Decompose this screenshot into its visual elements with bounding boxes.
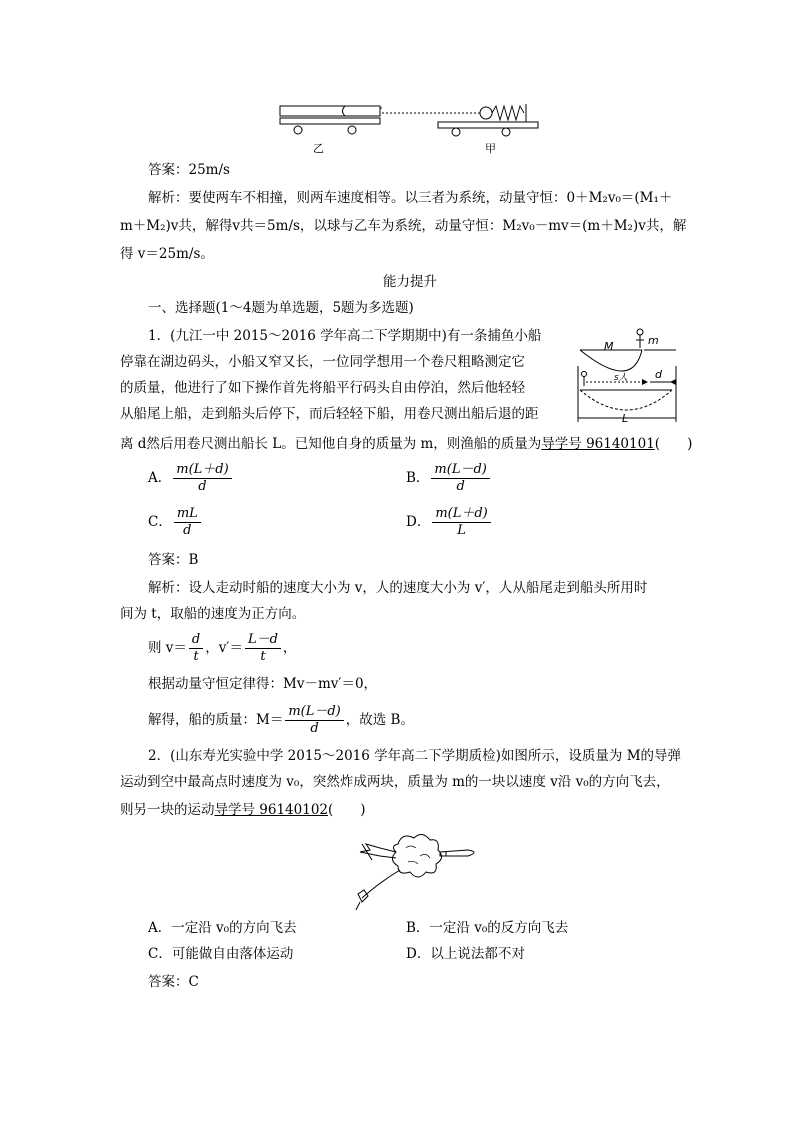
q1-line4: 从船尾上船，走到船头后停下，而后轻轻下船，用卷尺测出船后退的距 (120, 406, 539, 422)
section-heading: 一、选择题(1～4题为单选题，5题为多选题) (148, 300, 414, 316)
answer-label: 答案： (148, 162, 189, 178)
frac-den: L (457, 523, 466, 538)
q2-line3: 则另一块的运动 (120, 802, 215, 818)
q1-analysis-line2: 间为 t，取船的速度为正方向。 (120, 606, 306, 622)
q2-option-d[interactable]: D．以上说法都不对 (406, 946, 525, 962)
carts-figure (270, 96, 550, 156)
q2-guide-link[interactable]: 导学号 96140102 (214, 802, 329, 818)
option-letter: B． (406, 470, 430, 486)
q2-line3-wrap (120, 800, 366, 820)
q1-line3: 的质量，他进行了如下操作首先将船平行码头自由停泊，然后他轻轻 (120, 380, 525, 396)
frac-den: d (456, 479, 465, 494)
q1-velocity-eq (148, 632, 296, 665)
option-fraction (432, 506, 490, 539)
frac-den: t (193, 649, 199, 664)
q1-answer: 答案：B (148, 552, 199, 568)
q2-paren: ( ) (328, 802, 366, 818)
q1-line2: 停靠在湖边码头，小船又窄又长，一位同学想用一个卷尺粗略测定它 (120, 354, 525, 370)
fig-label-m: m (648, 334, 659, 347)
frac-den: t (260, 649, 266, 664)
solve-end: ，故选 B。 (345, 712, 414, 728)
q1-analysis-line1: 解析：设人走动时船的速度大小为 v，人的速度大小为 v′，人从船尾走到船头所用时 (148, 580, 648, 596)
eq-fraction-1 (189, 632, 203, 665)
frac-num: m(L－d) (285, 704, 343, 721)
q1-line5-wrap (120, 434, 692, 454)
label-jia: 甲 (485, 142, 496, 155)
solve-fraction (285, 704, 343, 737)
label-yi: 乙 (313, 142, 324, 155)
frac-num: L－d (245, 632, 281, 649)
frac-num: mL (174, 506, 201, 523)
frac-num: m(L－d) (431, 462, 489, 479)
top-answer (148, 160, 230, 180)
q2-answer: 答案：C (148, 974, 199, 990)
q1-option-a[interactable] (148, 462, 234, 495)
option-fraction (173, 462, 231, 495)
top-analysis-line3: 得 v＝25m/s。 (120, 246, 214, 262)
q2-option-a[interactable]: A．一定沿 v₀的方向飞去 (148, 920, 297, 936)
q1-solve (148, 704, 414, 737)
option-fraction (431, 462, 489, 495)
frac-num: m(L＋d) (432, 506, 490, 523)
q1-momentum: 根据动量守恒定律得：Mv－mv′＝0， (148, 676, 378, 692)
answer-value: 25m/s (188, 162, 230, 178)
q2-option-c[interactable]: C．可能做自由落体运动 (148, 946, 294, 962)
frac-den: d (183, 523, 192, 538)
missile-explosion-figure (340, 826, 490, 912)
frac-den: d (310, 721, 319, 736)
eq-fraction-2 (245, 632, 281, 665)
section-title: 能力提升 (383, 274, 437, 290)
q2-line1: 2．(山东寿光实验中学 2015～2016 学年高二下学期质检)如图所示，设质量为 M的导弹 (148, 748, 682, 764)
frac-num: d (189, 632, 203, 649)
solve-prefix: 解得，船的质量：M＝ (148, 712, 284, 728)
frac-num: m(L＋d) (173, 462, 231, 479)
q1-guide-link[interactable]: 导学号 96140101 (541, 436, 655, 452)
eq-mid: ，v′＝ (205, 640, 243, 656)
q1-paren: ( ) (654, 436, 693, 452)
q1-line5: 离 d然后用卷尺测出船长 L。已知他自身的质量为 m，则渔船的质量为 (120, 436, 542, 452)
frac-den: d (198, 479, 207, 494)
q2-option-b[interactable]: B．一定沿 v₀的反方向飞去 (406, 920, 569, 936)
top-analysis-line1: 解析：要使两车不相撞，则两车速度相等。以三者为系统，动量守恒：0＋M₂v₀＝(M₁＋ (148, 190, 673, 206)
fig-label-M: M (604, 340, 614, 353)
q1-option-d[interactable] (406, 506, 493, 539)
fig-label-L: L (622, 412, 629, 425)
eq-end: ， (282, 640, 297, 656)
fig-label-s: s人 (614, 373, 628, 383)
option-letter: C． (148, 514, 172, 530)
fig-label-d: d (655, 368, 662, 381)
option-fraction (174, 506, 201, 539)
option-letter: A． (148, 470, 172, 486)
q1-line1: 1．(九江一中 2015～2016 学年高二下学期期中)有一条捕鱼小船 (148, 328, 542, 344)
top-analysis-line2: m＋M₂)v共，解得v共＝5m/s，以球与乙车为系统，动量守恒：M₂v₀－mv＝(m＋M₂)v共，解 (120, 218, 687, 234)
q1-option-b[interactable] (406, 462, 492, 495)
option-letter: D． (406, 514, 431, 530)
q1-option-c[interactable] (148, 506, 203, 539)
q2-line2: 运动到空中最高点时速度为 v₀，突然炸成两块，质量为 m的一块以速度 v沿 v₀的方向飞去， (120, 774, 670, 790)
eq-prefix: 则 v＝ (148, 640, 187, 656)
